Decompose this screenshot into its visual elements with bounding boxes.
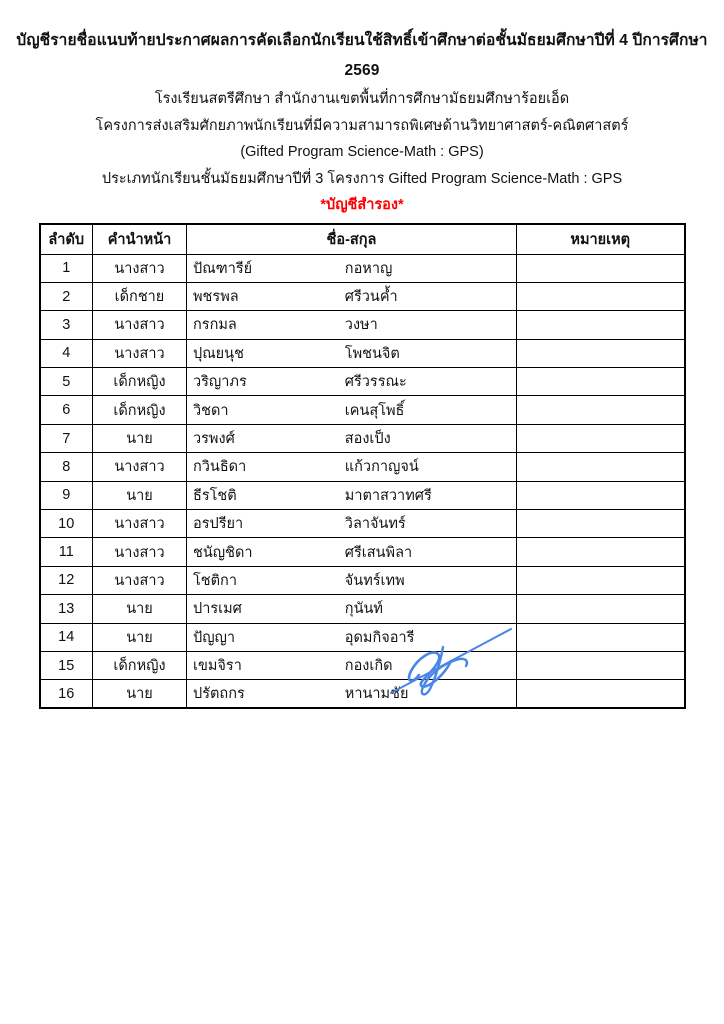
table-row bbox=[40, 510, 685, 538]
student-last-name: มาตาสวาทศรี bbox=[344, 487, 432, 504]
student-last-name: เคนสุโพธิ์ bbox=[344, 402, 405, 419]
cell-remark bbox=[517, 481, 685, 509]
table-row bbox=[40, 623, 685, 651]
student-last-name: โพชนจิต bbox=[344, 345, 400, 362]
student-first-name: กรกมล bbox=[193, 317, 237, 334]
student-last-name: ศรีวนค้ำ bbox=[344, 289, 398, 306]
table-row bbox=[40, 481, 685, 509]
cell-remark bbox=[517, 282, 685, 310]
cell-row-number: 7 bbox=[40, 424, 93, 452]
table-row bbox=[40, 396, 685, 424]
student-last-name: แก้วกาญจน์ bbox=[344, 459, 419, 476]
cell-remark bbox=[517, 368, 685, 396]
student-last-name: ศรีเสนพิลา bbox=[344, 544, 413, 561]
student-first-name: วริญาภร bbox=[193, 374, 247, 391]
student-table-body bbox=[40, 254, 685, 708]
cell-name-prefix: เด็กหญิง bbox=[93, 396, 187, 424]
cell-full-name bbox=[187, 566, 517, 594]
cell-full-name bbox=[187, 481, 517, 509]
subtitle-school-line: โรงเรียนสตรีศึกษา สำนักงานเขตพื้นที่การศึกษามัธยมศึกษาร้อยเอ็ด bbox=[154, 91, 570, 107]
cell-full-name bbox=[187, 424, 517, 452]
cell-remark bbox=[517, 680, 685, 708]
cell-row-number: 5 bbox=[40, 368, 93, 396]
cell-name-prefix: นาย bbox=[93, 424, 187, 452]
reserve-list-label: *บัญชีสำรอง* bbox=[320, 197, 404, 213]
student-first-name: กวินธิดา bbox=[193, 459, 247, 476]
subtitle-program-english-line: (Gifted Program Science-Math : GPS) bbox=[240, 144, 484, 160]
table-row bbox=[40, 595, 685, 623]
cell-name-prefix: นาย bbox=[93, 595, 187, 623]
student-last-name: กุนันท์ bbox=[344, 601, 383, 618]
table-row bbox=[40, 254, 685, 282]
table-row bbox=[40, 311, 685, 339]
student-last-name: วงษา bbox=[344, 317, 378, 334]
cell-full-name bbox=[187, 282, 517, 310]
cell-row-number: 15 bbox=[40, 651, 93, 679]
cell-name-prefix: นางสาว bbox=[93, 538, 187, 566]
student-first-name: วรพงศ์ bbox=[193, 431, 235, 448]
cell-remark bbox=[517, 566, 685, 594]
cell-full-name bbox=[187, 623, 517, 651]
subtitle-program-line: โครงการส่งเสริมศักยภาพนักเรียนที่มีความสามารถพิเศษด้านวิทยาศาสตร์-คณิตศาสตร์ bbox=[95, 117, 629, 134]
cell-name-prefix: เด็กหญิง bbox=[93, 368, 187, 396]
header-full-name: ชื่อ-สกุล bbox=[187, 224, 517, 254]
cell-row-number: 8 bbox=[40, 453, 93, 481]
cell-remark bbox=[517, 254, 685, 282]
cell-name-prefix: นางสาว bbox=[93, 510, 187, 538]
table-row bbox=[40, 424, 685, 452]
student-first-name: วิชดา bbox=[193, 402, 229, 419]
cell-name-prefix: นาย bbox=[93, 623, 187, 651]
cell-full-name bbox=[187, 396, 517, 424]
cell-full-name bbox=[187, 368, 517, 396]
cell-name-prefix: นางสาว bbox=[93, 339, 187, 367]
cell-full-name bbox=[187, 311, 517, 339]
cell-full-name bbox=[187, 339, 517, 367]
student-last-name: วิลาจันทร์ bbox=[344, 516, 406, 533]
cell-name-prefix: นาย bbox=[93, 481, 187, 509]
header-number: ลำดับ bbox=[40, 224, 93, 254]
cell-full-name bbox=[187, 680, 517, 708]
student-first-name: ปัญญา bbox=[193, 629, 236, 646]
student-first-name: ปรัตถกร bbox=[193, 686, 245, 703]
student-first-name: ปารเมศ bbox=[193, 601, 242, 618]
cell-name-prefix: นาย bbox=[93, 680, 187, 708]
cell-name-prefix: เด็กชาย bbox=[93, 282, 187, 310]
student-first-name: อรปรียา bbox=[193, 516, 244, 533]
student-first-name: ชนัญชิดา bbox=[193, 544, 253, 561]
cell-remark bbox=[517, 339, 685, 367]
cell-full-name bbox=[187, 651, 517, 679]
cell-remark bbox=[517, 623, 685, 651]
cell-row-number: 11 bbox=[40, 538, 93, 566]
cell-full-name bbox=[187, 510, 517, 538]
cell-name-prefix: นางสาว bbox=[93, 566, 187, 594]
document-header bbox=[0, 0, 724, 219]
student-first-name: ธีรโชติ bbox=[193, 487, 237, 504]
student-last-name: ศรีวรรณะ bbox=[344, 374, 407, 391]
cell-remark bbox=[517, 424, 685, 452]
cell-remark bbox=[517, 396, 685, 424]
cell-remark bbox=[517, 453, 685, 481]
cell-full-name bbox=[187, 595, 517, 623]
cell-row-number: 4 bbox=[40, 339, 93, 367]
header-remark: หมายเหตุ bbox=[517, 224, 685, 254]
student-first-name: โชติกา bbox=[193, 572, 237, 589]
table-header-row bbox=[40, 224, 685, 254]
cell-row-number: 1 bbox=[40, 254, 93, 282]
table-row bbox=[40, 453, 685, 481]
student-last-name: อุดมกิจอารี bbox=[344, 629, 415, 646]
cell-remark bbox=[517, 510, 685, 538]
student-first-name: เขมจิรา bbox=[193, 658, 242, 675]
student-last-name: หานามชัย bbox=[344, 686, 409, 703]
cell-name-prefix: นางสาว bbox=[93, 254, 187, 282]
cell-row-number: 6 bbox=[40, 396, 93, 424]
cell-row-number: 14 bbox=[40, 623, 93, 651]
cell-full-name bbox=[187, 453, 517, 481]
student-first-name: พชรพล bbox=[193, 289, 239, 306]
table-row bbox=[40, 651, 685, 679]
cell-full-name bbox=[187, 538, 517, 566]
header-prefix: คำนำหน้า bbox=[93, 224, 187, 254]
cell-row-number: 12 bbox=[40, 566, 93, 594]
table-row bbox=[40, 282, 685, 310]
cell-full-name bbox=[187, 254, 517, 282]
student-last-name: กอหาญ bbox=[344, 260, 393, 277]
cell-remark bbox=[517, 651, 685, 679]
table-row bbox=[40, 538, 685, 566]
table-row bbox=[40, 368, 685, 396]
student-table bbox=[39, 223, 686, 709]
cell-remark bbox=[517, 595, 685, 623]
cell-row-number: 2 bbox=[40, 282, 93, 310]
table-row bbox=[40, 566, 685, 594]
student-last-name: กองเกิด bbox=[344, 658, 393, 675]
page-title: บัญชีรายชื่อแนบท้ายประกาศผลการคัดเลือกนักเรียนใช้สิทธิ์เข้าศึกษาต่อชั้นมัธยมศึกษาปีที่ 4 ปีการศึกษา 2569 bbox=[16, 32, 708, 79]
cell-name-prefix: เด็กหญิง bbox=[93, 651, 187, 679]
table-row bbox=[40, 680, 685, 708]
cell-remark bbox=[517, 311, 685, 339]
cell-name-prefix: นางสาว bbox=[93, 453, 187, 481]
cell-row-number: 13 bbox=[40, 595, 93, 623]
cell-row-number: 3 bbox=[40, 311, 93, 339]
cell-row-number: 9 bbox=[40, 481, 93, 509]
table-row bbox=[40, 339, 685, 367]
cell-row-number: 16 bbox=[40, 680, 93, 708]
student-table-header bbox=[40, 224, 685, 254]
cell-row-number: 10 bbox=[40, 510, 93, 538]
student-last-name: สองเป็ง bbox=[344, 431, 391, 448]
subtitle-student-type-line: ประเภทนักเรียนชั้นมัธยมศึกษาปีที่ 3 โครงการ Gifted Program Science-Math : GPS bbox=[101, 170, 623, 187]
student-last-name: จันทร์เทพ bbox=[344, 572, 405, 589]
cell-remark bbox=[517, 538, 685, 566]
cell-name-prefix: นางสาว bbox=[93, 311, 187, 339]
student-first-name: ปัณฑารีย์ bbox=[193, 260, 253, 277]
student-first-name: ปุณยนุช bbox=[193, 345, 244, 362]
